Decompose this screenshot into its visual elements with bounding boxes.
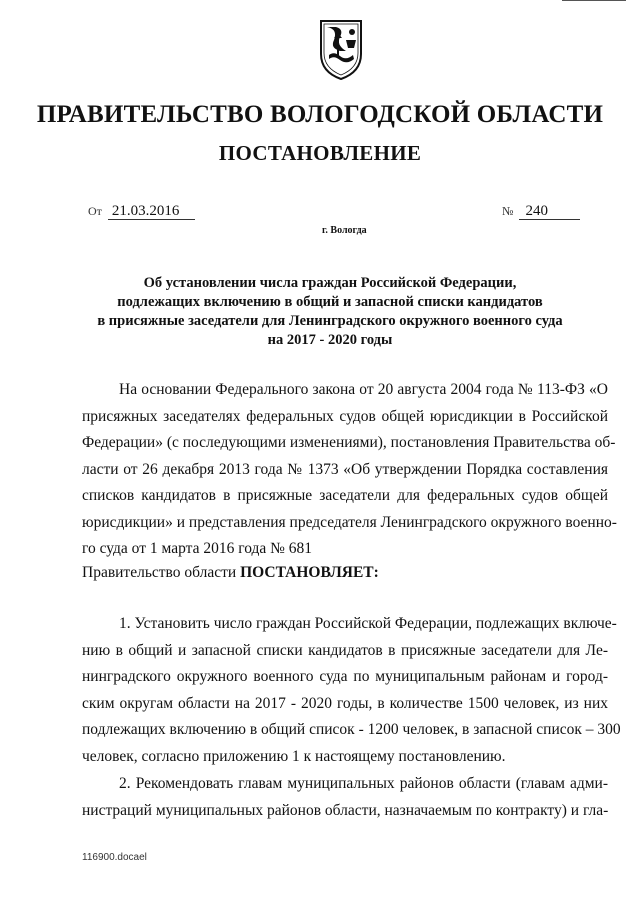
subject-line: подлежащих включению в общий и запасной списки кандидатов <box>117 294 543 310</box>
date-block <box>88 204 195 220</box>
text-line: На основании Федерального закона от 20 августа 2004 года № 113-ФЗ «О <box>119 381 608 398</box>
subject-line: Об установлении числа граждан Российской Федерации, <box>143 275 517 291</box>
text-line: нистраций муниципальных районов области, назначаемым по контракту) и гла- <box>82 801 609 819</box>
text-line: 1. Установить число граждан Российской Федерации, подлежащих включе- <box>119 615 617 632</box>
text-line: нинградского окружного военного суда по муниципальным районам и город- <box>82 668 608 685</box>
preamble-paragraph <box>82 377 617 563</box>
footer-file-name: 116900.docael <box>82 852 147 863</box>
resolve-word: ПОСТАНОВЛЯЕТ: <box>240 564 379 581</box>
resolve-prefix: Правительство области <box>82 564 237 581</box>
item-2-paragraph <box>82 771 608 824</box>
number-block <box>502 204 580 220</box>
text-line: юрисдикции» и представления председателя Ленинградского окружного военно- <box>82 513 617 531</box>
government-title: ПРАВИТЕЛЬСТВО ВОЛОГОДСКОЙ ОБЛАСТИ <box>36 101 604 128</box>
city-label: г. Вологда <box>322 225 367 236</box>
date-prefix: От <box>88 204 102 218</box>
text-line: человек, согласно приложению 1 к настоящему постановлению. <box>82 747 506 765</box>
text-line: присяжных заседателях федеральных судов общей юрисдикции в Российской <box>82 407 608 425</box>
item-1-paragraph <box>82 611 621 770</box>
scan-edge-mark <box>562 0 626 4</box>
document-number: 240 <box>519 204 580 220</box>
document-date: 21.03.2016 <box>108 204 196 220</box>
text-line: нию в общий и запасной списки кандидатов в присяжные заседатели для Ле- <box>82 641 608 659</box>
text-line: ласти от 26 декабря 2013 года № 1373 «Об утверждении Порядка составления <box>82 460 608 478</box>
resolve-line <box>82 560 608 587</box>
text-line: подлежащих включению в общий список - 1200 человек, в запасной список – 300 <box>82 721 621 738</box>
text-line: 2. Рекомендовать главам муниципальных районов области (главам адми- <box>119 775 608 792</box>
document-type-heading: ПОСТАНОВЛЕНИЕ <box>218 141 422 165</box>
document-subject <box>80 274 580 350</box>
text-line: Федерации» (с последующими изменениями), постановления Правительства об- <box>82 434 616 451</box>
subject-line: в присяжные заседатели для Ленинградского окружного военного суда <box>97 313 563 329</box>
text-line: ским округам области на 2017 - 2020 годы, в количестве 1500 человек, из них <box>82 694 608 712</box>
text-line: списков кандидатов в присяжные заседатели для федеральных судов общей <box>82 487 608 504</box>
vologda-coat-of-arms-icon <box>318 18 364 82</box>
text-line: го суда от 1 марта 2016 года № 681 <box>82 540 313 557</box>
number-prefix: № <box>502 204 514 218</box>
subject-line: на 2017 - 2020 годы <box>267 332 393 348</box>
